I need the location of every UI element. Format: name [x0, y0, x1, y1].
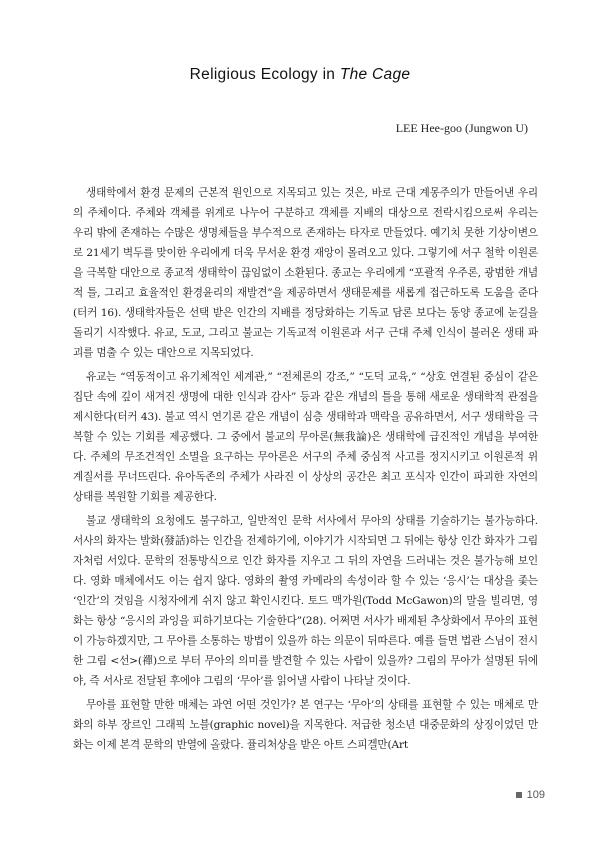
page-number-text: 109	[526, 789, 545, 801]
title-italic: The Cage	[339, 66, 411, 83]
square-bullet-icon	[516, 792, 522, 798]
paper-title	[0, 66, 600, 84]
paragraph-1: 생태학에서 환경 문제의 근본적 원인으로 지목되고 있는 것은, 바로 근대 계몽주의가 만들어낸 우리의 주체이다. 주체와 객체를 위계로 나누어 구분하고 객체를 지배의 대상으로 전락시킴으로써 우리는 우리 밖에 존재하는 수많은 생명체들을 부수적으로 존재하는 타자로 만들었다. 예기치 못한 기상이변으로 21세기 벽두를 맞이한 우리에게 더욱 무서운 환경 재앙이 몰려오고 있다. 그렇기에 서구 철학 이원론을 극복할 대안으로 종교적 생태학이 끊임없이 소환된다. 종교는 우리에게 “포괄적 우주론, 광범한 개념적 틀, 그리고 효율적인 환경윤리의 재발견”을 제공하면서 생태문제를 새롭게 접근하도록 도움을 준다(터커 16). 생태학자들은 선택 받은 인간의 지배를 정당화하는 기독교 담론 보다는 동양 종교에 눈길을 돌리기 시작했다. 유교, 도교, 그리고 불교는 기독교적 이원론과 서구 근대 주체 인식이 불러온 생태 파괴를 멈출 수 있는 대안으로 지목되었다.	[73, 187, 538, 359]
paragraph-2: 유교는 “역동적이고 유기체적인 세계관,” “전체론의 강조,” “도덕 교육,” “상호 연결된 중심이 같은 집단 속에 깊이 새겨진 생명에 대한 인식과 감사” 등과 같은 개념의 틀을 통해 새로운 생태학적 관점을 제시한다(터커 43). 불교 역시 연기론 같은 개념이 심층 생태학과 맥락을 공유하면서, 서구 생태학을 극복할 수 있는 기회를 제공했다. 그 중에서 불교의 무아론(無我論)은 생태학에 급진적인 개념을 부여한다. 주체의 무조건적인 소멸을 요구하는 무아론은 서구의 주체 중심적 사고를 정지시키고 이원론적 위계질서를 무너뜨린다. 유아독존의 주체가 사라진 이 상상의 공간은 최고 포식자 인간이 파괴한 자연의 상태를 복원할 기회를 제공한다.	[73, 371, 538, 503]
paragraph-4: 무아를 표현할 만한 매체는 과연 어떤 것인가? 본 연구는 ‘무아’의 상태를 표현할 수 있는 매체로 만화의 하부 장르인 그래픽 노블(graphic novel)을 지목한다. 저급한 청소년 대중문화의 상징이었던 만화는 이제 본격 문학의 반열에 올랐다. 퓰리처상을 받은 아트 스피겔만(Art	[73, 699, 538, 751]
title-main: Religious Ecology in	[189, 66, 340, 83]
author-line: LEE Hee-goo (Jungwon U)	[395, 121, 528, 135]
article-body	[73, 183, 538, 759]
paragraph-3: 불교 생태학의 요청에도 불구하고, 일반적인 문학 서사에서 무아의 상태를 기술하기는 불가능하다. 서사의 화자는 발화(發話)하는 인간을 전제하기에, 이야기가 시작되면 그 뒤에는 항상 인간 화자가 그림자처럼 서있다. 문학의 전통방식으로 인간 화자를 지우고 그 뒤의 자연을 드러내는 것은 불가능해 보인다. 영화 매체에서도 이는 쉽지 않다. 영화의 촬영 카메라의 속성이라 할 수 있는 ‘응시’는 대상을 좇는 ‘인간’의 것임을 시청자에게 쉬지 않고 확인시킨다. 토드 맥가원(Todd McGawon)의 말을 빌리면, 영화는 항상 “응시의 과잉을 피하기보다는 기술한다”(28). 어쩌면 서사가 배제된 추상화에서 무아의 표현이 가능하겠지만, 그 무아를 소통하는 방법이 있을까 하는 의문이 뒤따른다. 예를 들면 법관 스님이 전시한 그림 <선>(禪)으로 부터 무아의 의미를 발견할 수 있는 사람이 있을까? 그림의 무아가 설명된 뒤에야, 즉 서사로 전달된 후에야 그림의 ‘무아’를 읽어낼 사람이 나타날 것이다.	[73, 515, 538, 687]
page-number	[516, 789, 545, 801]
